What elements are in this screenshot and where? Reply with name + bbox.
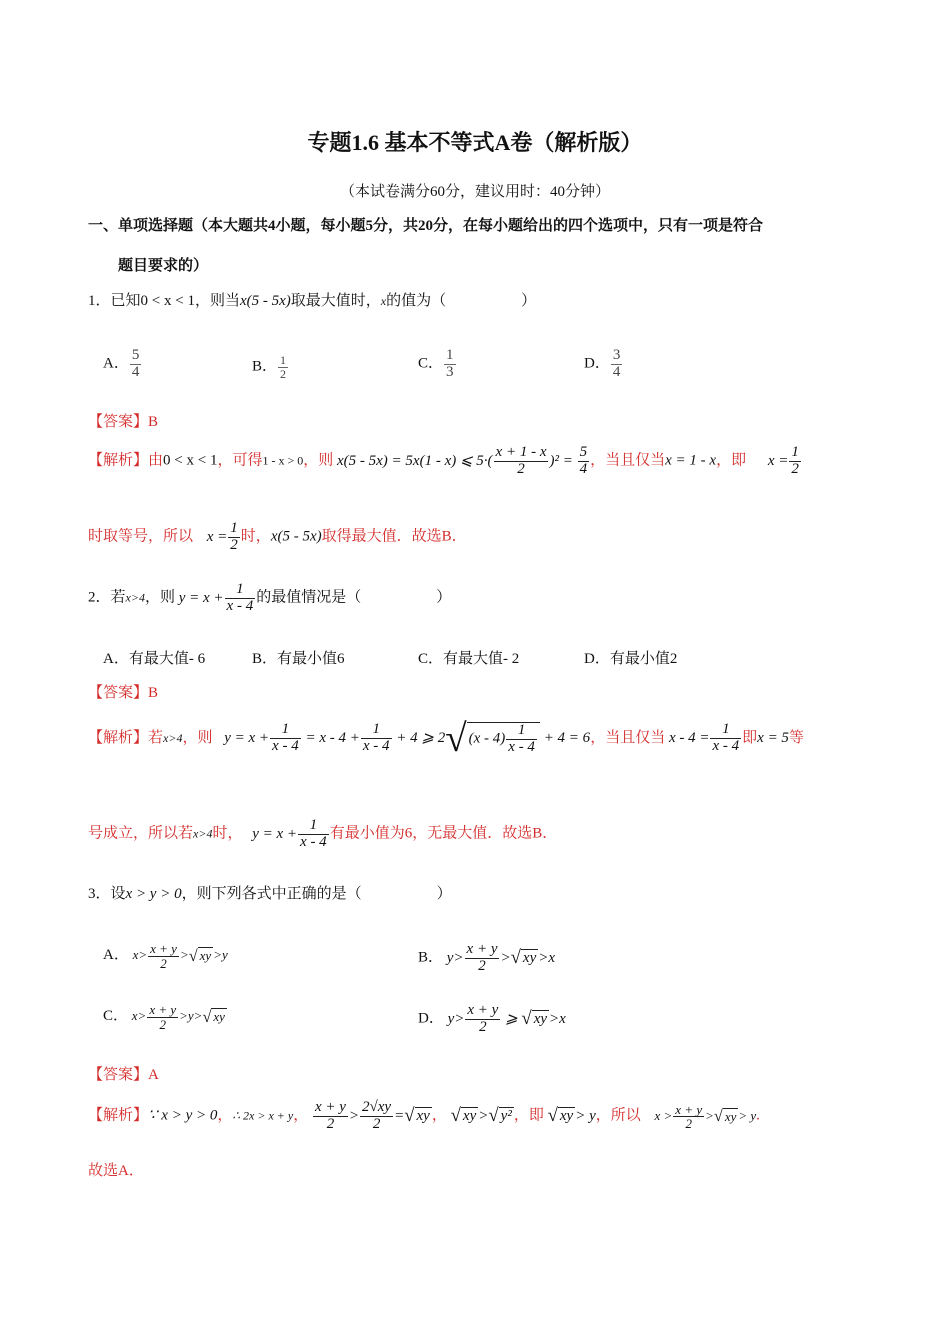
denominator: 2: [478, 957, 486, 974]
math-fraction: [228, 521, 240, 554]
section-heading-cont: 题目要求的）: [118, 258, 209, 274]
math-part: >y>: [179, 1008, 203, 1024]
q2-option-c: [418, 647, 519, 668]
q1-option-a: [103, 348, 142, 381]
q2-answer: [88, 681, 158, 702]
q3-answer: [88, 1063, 159, 1084]
answer-tag: 【答案】: [88, 414, 149, 430]
radicand: xy: [462, 1107, 477, 1124]
denominator: 2: [160, 955, 167, 971]
math-part: y>: [447, 1010, 465, 1027]
math-fraction: [789, 445, 801, 478]
analysis-math: 1 - x > 0: [262, 453, 304, 468]
q3-text: ，则下列各式中正确的是（ ）: [181, 886, 452, 902]
q1-text: 已知: [110, 293, 141, 309]
math-part: > y: [575, 1107, 596, 1124]
answer-value: B: [148, 414, 159, 430]
math-part: x >: [654, 1107, 673, 1123]
q2-option-a: [103, 647, 205, 668]
numerator: 1: [298, 818, 329, 835]
analysis-text: ，可得: [217, 452, 263, 469]
analysis-tag: 【解析】: [88, 729, 149, 746]
answer-value: A: [148, 1067, 159, 1083]
analysis-math: [767, 444, 802, 477]
analysis-math: ∴ 2x > x + y: [232, 1108, 294, 1123]
analysis-text: ，当且仅当: [590, 729, 666, 746]
math-part: >y: [213, 947, 228, 963]
q3-condition: x > y > 0: [125, 886, 182, 902]
option-math: [446, 941, 556, 974]
math-fraction: [673, 1103, 704, 1131]
radical-sign: √: [488, 1105, 499, 1127]
option-value: - 6: [188, 651, 206, 667]
analysis-math: [206, 520, 241, 553]
math-part: y>: [446, 949, 464, 966]
section-heading: 一、单项选择题（本大题共4小题，每小题5分，共20分，在每小题给出的四个选项中，只有一项是符合: [88, 218, 764, 234]
answer-value: B: [148, 685, 159, 701]
math-part: x>: [131, 1008, 147, 1024]
radical-sign: √: [188, 946, 198, 965]
numerator: 5: [579, 444, 588, 460]
math-fraction: [147, 1003, 178, 1031]
q3-analysis: [88, 1100, 760, 1133]
math-fraction: [360, 1100, 393, 1133]
q2-option-b: [252, 647, 345, 668]
question-3: [88, 882, 452, 903]
analysis-text: ，: [293, 1107, 309, 1124]
radicand: y²: [500, 1107, 512, 1124]
denominator: 4: [579, 460, 588, 477]
math-fraction: [465, 1003, 500, 1036]
radicand: [467, 722, 540, 756]
q2-function: [178, 581, 256, 614]
analysis-math: [654, 1101, 757, 1132]
radicand: xy: [724, 1108, 737, 1124]
q2-analysis: [88, 716, 804, 761]
q2-option-d: [584, 647, 677, 668]
q2-text: 的最值情况是（ ）: [256, 589, 452, 606]
analysis-text: 号成立，所以若: [88, 825, 194, 842]
q3-option-a: [103, 942, 228, 970]
math-part: (x - 4): [468, 730, 506, 747]
numerator: 1: [506, 723, 537, 740]
analysis-text: ，即: [513, 1107, 544, 1124]
math-part: y = x +: [224, 729, 270, 746]
q1-analysis: [88, 445, 802, 478]
math-fraction: [225, 582, 256, 615]
numerator: 2√xy: [362, 1099, 392, 1115]
analysis-text: 时，: [212, 825, 243, 842]
radical-sign: √: [404, 1105, 415, 1127]
analysis-text: .: [756, 1107, 760, 1124]
option-label: B．: [418, 949, 444, 966]
denominator: 2: [280, 366, 287, 381]
analysis-text: ，当且仅当: [590, 452, 666, 469]
analysis-math: x = 1 - x: [665, 452, 717, 469]
math-part: x - 4 =: [668, 729, 710, 746]
sqrt-symbol: [488, 1105, 513, 1127]
option-label: C．: [418, 355, 444, 372]
analysis-math: [547, 1105, 596, 1127]
denominator: x - 4: [272, 738, 299, 754]
option-fraction: [278, 354, 288, 380]
radical-sign: √: [450, 1105, 461, 1127]
sqrt-symbol: [404, 1105, 432, 1127]
math-fraction: [270, 722, 301, 755]
option-label: D．: [418, 1010, 444, 1027]
answer-tag: 【答案】: [88, 685, 149, 701]
numerator: x + y: [467, 1002, 499, 1018]
analysis-tag: 【解析】: [88, 452, 149, 469]
math-part: x>: [132, 947, 148, 963]
radical-sign: √: [445, 717, 467, 760]
option-label: B．: [252, 358, 278, 375]
option-math: [447, 1002, 566, 1035]
math-fraction: [578, 445, 590, 478]
sqrt-symbol: [189, 947, 213, 966]
radical-sign: √: [202, 1007, 212, 1026]
question-1: [88, 289, 536, 310]
analysis-inequality: [337, 444, 590, 477]
math-part: >: [500, 949, 511, 966]
denominator: x - 4: [226, 597, 254, 614]
numerator: x + y: [675, 1101, 703, 1117]
analysis-text: 有最小值为6，无最大值．故选B．: [329, 825, 558, 842]
q1-option-c: [418, 348, 457, 381]
radicand: xy: [199, 948, 212, 964]
math-part: y = x +: [252, 825, 298, 842]
radicand: xy: [416, 1107, 430, 1124]
q1-var: x: [380, 294, 387, 308]
numerator: 5: [131, 347, 140, 363]
sqrt-symbol: [445, 716, 540, 761]
denominator: x - 4: [508, 738, 535, 755]
radicand: xy: [522, 949, 537, 966]
analysis-equation: [224, 717, 591, 760]
numerator: 3: [612, 347, 621, 363]
math-part: >x: [549, 1010, 566, 1027]
q2-condition: x>4: [125, 590, 145, 605]
denominator: 2: [230, 536, 238, 553]
denominator: x - 4: [300, 833, 327, 850]
option-label: C．: [418, 651, 444, 667]
denominator: 2: [479, 1018, 487, 1035]
option-value: - 2: [503, 651, 520, 667]
analysis-text: ，: [217, 1107, 233, 1124]
analysis-math: [252, 817, 329, 850]
math-part: )²: [549, 452, 559, 469]
question-2: [88, 582, 451, 615]
analysis-math: [668, 721, 742, 754]
question-number: 3．: [88, 886, 111, 902]
sqrt-symbol: [202, 1008, 226, 1027]
analysis-math: ∵ x > y > 0: [148, 1107, 218, 1124]
q1-text: ，则当: [194, 293, 240, 309]
radical-sign: √: [521, 1008, 532, 1030]
numerator: 1: [225, 582, 256, 599]
denominator: 2: [159, 1016, 166, 1032]
q1-option-d: [584, 348, 623, 381]
radical-sign: √: [547, 1105, 558, 1127]
option-label: D．: [584, 651, 610, 667]
analysis-math: 0 < x < 1: [163, 452, 218, 469]
page-subtitle: （本试卷满分60分，建议用时：40分钟）: [339, 184, 610, 200]
q3-option-c: [103, 1003, 227, 1031]
denominator: 2: [517, 460, 525, 477]
math-fraction: [465, 942, 500, 975]
math-fraction: [148, 942, 179, 970]
numerator: 1: [270, 722, 301, 739]
q1-expression: x(5 - 5x): [239, 293, 291, 309]
analysis-math: x(5 - 5x): [270, 528, 322, 545]
analysis-math: x>4: [163, 730, 183, 745]
radicand: xy: [559, 1107, 574, 1124]
analysis-text: 取得最大值．故选B．: [321, 528, 467, 545]
option-math: [131, 1002, 227, 1032]
analysis-math: x>4: [193, 826, 213, 841]
denominator: 3: [446, 363, 454, 380]
option-text: 有最大值: [443, 651, 504, 667]
numerator: 1: [230, 520, 238, 536]
question-number: 2．: [88, 589, 111, 606]
analysis-text: 即: [742, 729, 758, 746]
option-value: 2: [669, 651, 678, 667]
radical-sign: √: [713, 1107, 723, 1126]
math-part: + 4 ⩾ 2: [392, 729, 446, 746]
denominator: 2: [372, 1115, 381, 1132]
analysis-text: 等: [788, 729, 804, 746]
q3-text: 设: [110, 886, 126, 902]
math-fraction: [298, 818, 329, 851]
math-part: =: [558, 452, 577, 469]
math-part: x =: [767, 452, 789, 469]
numerator: 1: [361, 722, 392, 739]
math-part: >: [348, 1107, 360, 1124]
math-part: >: [478, 1107, 489, 1124]
sqrt-symbol: [714, 1107, 738, 1126]
analysis-text: ，所以: [595, 1107, 641, 1124]
q3-option-b: [418, 942, 555, 975]
analysis-text: 时，: [240, 528, 271, 545]
math-part: x(5 - 5x) = 5x(1 - x) ⩽ 5·(: [337, 452, 493, 469]
option-label: A．: [103, 355, 129, 372]
denominator: 2: [685, 1116, 692, 1132]
q2-text: ，则: [144, 589, 175, 606]
math-part: = x - 4 +: [301, 729, 360, 746]
math-fraction: [313, 1100, 348, 1133]
math-fraction: [710, 722, 741, 755]
analysis-text: ，则: [182, 729, 213, 746]
answer-tag: 【答案】: [88, 1067, 149, 1083]
option-fraction: [444, 348, 456, 381]
analysis-math: [450, 1105, 514, 1127]
numerator: x + y: [314, 1099, 346, 1115]
numerator: x + y: [149, 1002, 177, 1017]
math-part: x =: [206, 528, 228, 545]
denominator: x - 4: [712, 738, 740, 754]
option-fraction: [130, 348, 142, 381]
math-part: + 4 = 6: [539, 729, 591, 746]
analysis-text: ，则: [303, 452, 334, 469]
q3-conclusion: 故选A．: [88, 1163, 144, 1179]
q1-text: 取最大值时，: [290, 293, 381, 309]
math-part: > y: [738, 1107, 757, 1123]
q1-analysis-cont: [88, 521, 467, 554]
option-label: C．: [103, 1008, 129, 1025]
denominator: 4: [131, 363, 140, 380]
numerator: x + 1 - x: [495, 444, 547, 460]
analysis-text: 若: [148, 729, 164, 746]
math-part: >: [179, 947, 189, 963]
sqrt-symbol: [548, 1105, 576, 1127]
radical-sign: √: [510, 947, 521, 969]
analysis-text: ，: [431, 1107, 447, 1124]
q1-text: 的值为（ ）: [386, 293, 537, 309]
numerator: x + y: [466, 941, 498, 957]
q1-option-b: [252, 354, 289, 380]
analysis-text: 时取等号，所以: [88, 528, 194, 545]
option-math: [132, 941, 228, 971]
q3-option-d: [418, 1003, 566, 1036]
analysis-tag: 【解析】: [88, 1107, 149, 1124]
analysis-math: [312, 1099, 432, 1132]
denominator: x - 4: [362, 738, 390, 754]
numerator: 1: [446, 347, 454, 363]
option-text: 有最小值: [609, 651, 670, 667]
math-part: ⩾: [501, 1010, 522, 1027]
math-part: >: [705, 1107, 714, 1123]
option-label: A．: [103, 651, 129, 667]
option-fraction: [611, 348, 623, 381]
numerator: 1: [710, 722, 741, 739]
math-fraction: [494, 445, 549, 478]
option-value: 6: [337, 651, 345, 667]
q2-text: 若: [110, 589, 126, 606]
option-text: 有最大值: [128, 651, 189, 667]
math-fraction: [506, 723, 537, 756]
q1-condition: 0 < x < 1: [140, 293, 195, 309]
sqrt-symbol: [511, 947, 539, 969]
analysis-text: ，即: [716, 452, 747, 469]
numerator: 1: [280, 353, 287, 367]
math-part: =: [394, 1107, 405, 1124]
question-number: 1．: [88, 293, 111, 309]
numerator: x + y: [150, 941, 177, 956]
option-label: D．: [584, 355, 610, 372]
option-label: B．: [252, 651, 278, 667]
math-fraction: [361, 722, 392, 755]
denominator: 4: [612, 363, 621, 380]
sqrt-symbol: [451, 1105, 479, 1127]
radicand: xy: [213, 1009, 225, 1025]
radicand: xy: [533, 1010, 548, 1027]
q1-answer: [88, 410, 158, 431]
math-part: >x: [538, 949, 556, 966]
numerator: 1: [791, 444, 799, 460]
denominator: 2: [326, 1115, 335, 1132]
analysis-math: x = 5: [757, 729, 789, 746]
denominator: 2: [791, 460, 799, 477]
page-title: 专题1.6 基本不等式A卷（解析版）: [307, 130, 643, 155]
option-text: 有最小值: [277, 651, 338, 667]
math-part: y = x +: [178, 589, 224, 606]
sqrt-symbol: [521, 1008, 549, 1030]
analysis-text: 由: [148, 452, 164, 469]
option-label: A．: [103, 947, 129, 964]
q2-analysis-cont: [88, 818, 557, 851]
